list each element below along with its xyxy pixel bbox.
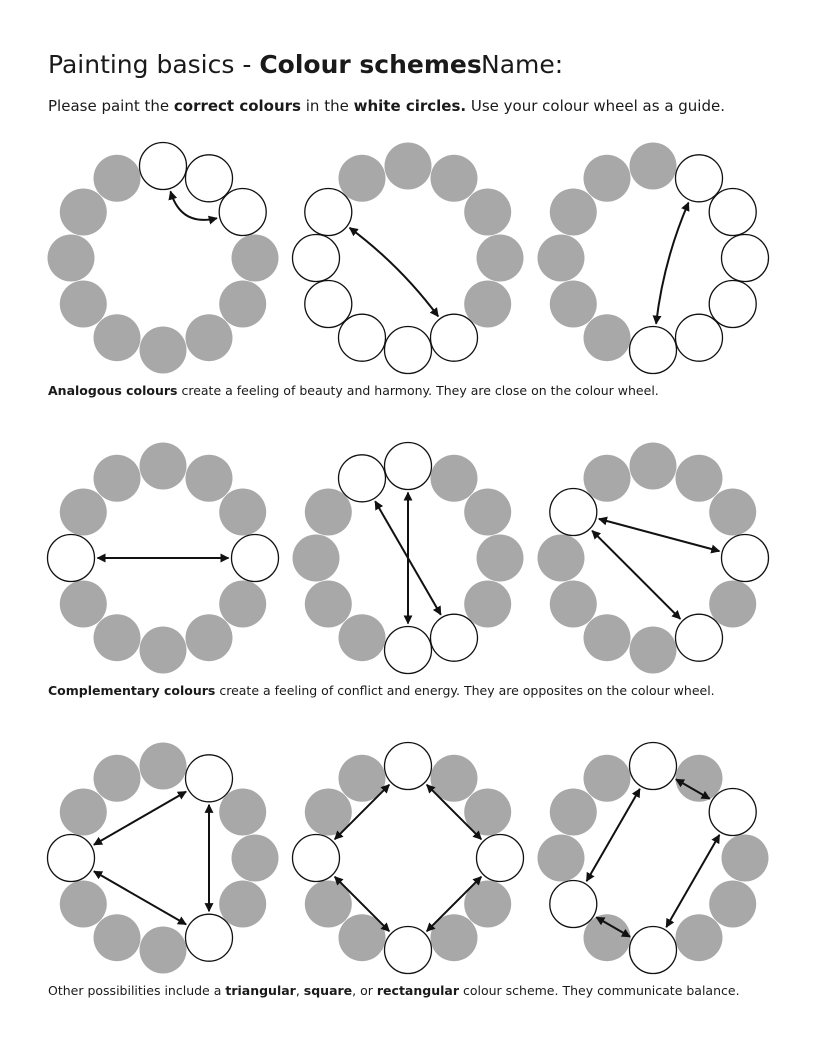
grey-circle <box>709 489 756 536</box>
grey-circle <box>584 155 631 202</box>
paint-circle[interactable] <box>48 535 95 582</box>
caption-bold: Analogous colours <box>48 383 178 398</box>
paint-circle[interactable] <box>186 755 233 802</box>
caption-bold: Complementary colours <box>48 683 216 698</box>
grey-circle <box>219 789 266 836</box>
triangular-wheel <box>48 743 279 974</box>
complementary-wheel-2 <box>293 443 524 674</box>
grey-circle <box>186 455 233 502</box>
caption-text: create a feeling of conflict and energy. They are opposites on the colour wheel. <box>215 683 715 698</box>
caption-text: create a feeling of beauty and harmony. They are close on the colour wheel. <box>177 383 659 398</box>
caption-text: , or <box>352 983 377 998</box>
grey-circle <box>219 281 266 328</box>
grey-circle <box>550 189 597 236</box>
grey-circle <box>94 755 141 802</box>
grey-circle <box>94 155 141 202</box>
instruction-part: Please paint the <box>48 97 174 115</box>
analogous-wheel-1 <box>48 143 279 374</box>
paint-circle[interactable] <box>709 281 756 328</box>
paint-circle[interactable] <box>630 743 677 790</box>
caption-bold: square <box>303 983 353 998</box>
paint-circle[interactable] <box>477 835 524 882</box>
grey-circle <box>232 235 279 282</box>
instruction-bold: correct colours <box>173 97 301 115</box>
grey-circle <box>219 581 266 628</box>
paint-circle[interactable] <box>305 189 352 236</box>
grey-circle <box>186 314 233 361</box>
grey-circle <box>305 581 352 628</box>
paint-circle[interactable] <box>722 235 769 282</box>
paint-circle[interactable] <box>385 627 432 674</box>
caption-text: , <box>295 983 304 998</box>
grey-circle <box>385 143 432 190</box>
grey-circle <box>60 881 107 928</box>
grey-circle <box>676 455 723 502</box>
paint-circle[interactable] <box>676 314 723 361</box>
complementary-wheel-3 <box>538 443 769 674</box>
grey-circle <box>477 535 524 582</box>
grey-circle <box>477 235 524 282</box>
paint-circle[interactable] <box>293 835 340 882</box>
paint-circle[interactable] <box>232 535 279 582</box>
paint-circle[interactable] <box>550 489 597 536</box>
instruction-bold: white circles. <box>353 97 467 115</box>
name-label: Name: <box>481 50 564 79</box>
grey-circle <box>219 881 266 928</box>
grey-circle <box>60 489 107 536</box>
other-caption <box>48 983 740 998</box>
analogous-wheel-3 <box>538 143 769 374</box>
paint-circle[interactable] <box>140 143 187 190</box>
paint-circle[interactable] <box>630 327 677 374</box>
caption-bold: rectangular <box>376 983 459 998</box>
grey-circle <box>584 314 631 361</box>
grey-circle <box>709 881 756 928</box>
grey-circle <box>219 489 266 536</box>
caption-bold: triangular <box>225 983 296 998</box>
title-prefix: Painting basics - <box>48 50 260 79</box>
complementary-wheel-1 <box>48 443 279 674</box>
double-arrow <box>599 519 720 551</box>
paint-circle[interactable] <box>709 189 756 236</box>
grey-circle <box>140 327 187 374</box>
grey-circle <box>538 835 585 882</box>
grey-circle <box>464 489 511 536</box>
paint-circle[interactable] <box>48 835 95 882</box>
grey-circle <box>339 155 386 202</box>
paint-circle[interactable] <box>339 455 386 502</box>
paint-circle[interactable] <box>305 281 352 328</box>
paint-circle[interactable] <box>676 614 723 661</box>
paint-circle[interactable] <box>709 789 756 836</box>
paint-circle[interactable] <box>385 327 432 374</box>
grey-circle <box>94 314 141 361</box>
paint-circle[interactable] <box>219 189 266 236</box>
grey-circle <box>140 743 187 790</box>
square-wheel <box>293 743 524 974</box>
grey-circle <box>464 281 511 328</box>
paint-circle[interactable] <box>385 443 432 490</box>
paint-circle[interactable] <box>385 927 432 974</box>
analogous-wheel-2 <box>293 143 524 374</box>
grey-circle <box>140 443 187 490</box>
paint-circle[interactable] <box>630 927 677 974</box>
grey-circle <box>293 535 340 582</box>
double-arrow <box>656 203 688 324</box>
grey-circle <box>431 155 478 202</box>
grey-circle <box>550 281 597 328</box>
grey-circle <box>339 614 386 661</box>
grey-circle <box>538 535 585 582</box>
grey-circle <box>140 627 187 674</box>
paint-circle[interactable] <box>431 614 478 661</box>
grey-circle <box>305 489 352 536</box>
rectangular-wheel <box>538 743 769 974</box>
title-strong: Colour schemes <box>259 50 482 79</box>
caption-text: Other possibilities include a <box>48 983 226 998</box>
grey-circle <box>722 835 769 882</box>
paint-circle[interactable] <box>339 314 386 361</box>
paint-circle[interactable] <box>186 155 233 202</box>
complementary-caption <box>48 683 715 698</box>
paint-circle[interactable] <box>550 881 597 928</box>
grey-circle <box>94 914 141 961</box>
grey-circle <box>60 789 107 836</box>
paint-circle[interactable] <box>722 535 769 582</box>
grey-circle <box>94 614 141 661</box>
grey-circle <box>140 927 187 974</box>
grey-circle <box>48 235 95 282</box>
paint-circle[interactable] <box>431 314 478 361</box>
double-arrow <box>350 228 439 317</box>
caption-text: colour scheme. They communicate balance. <box>458 983 740 998</box>
grey-circle <box>676 914 723 961</box>
instruction-part: in the <box>300 97 354 115</box>
paint-circle[interactable] <box>186 914 233 961</box>
grey-circle <box>630 627 677 674</box>
grey-circle <box>94 455 141 502</box>
double-arrow <box>592 531 680 619</box>
grey-circle <box>709 581 756 628</box>
grey-circle <box>630 443 677 490</box>
grey-circle <box>186 614 233 661</box>
grey-circle <box>464 189 511 236</box>
grey-circle <box>60 189 107 236</box>
grey-circle <box>584 914 631 961</box>
grey-circle <box>60 581 107 628</box>
instruction-part: Use your colour wheel as a guide. <box>466 97 725 115</box>
paint-circle[interactable] <box>293 235 340 282</box>
grey-circle <box>584 614 631 661</box>
grey-circle <box>232 835 279 882</box>
grey-circle <box>584 755 631 802</box>
grey-circle <box>676 755 723 802</box>
grey-circle <box>464 581 511 628</box>
grey-circle <box>538 235 585 282</box>
grey-circle <box>60 281 107 328</box>
grey-circle <box>584 455 631 502</box>
paint-circle[interactable] <box>385 743 432 790</box>
grey-circle <box>431 455 478 502</box>
analogous-caption <box>48 383 659 398</box>
paint-circle[interactable] <box>676 155 723 202</box>
grey-circle <box>550 789 597 836</box>
grey-circle <box>630 143 677 190</box>
grey-circle <box>550 581 597 628</box>
